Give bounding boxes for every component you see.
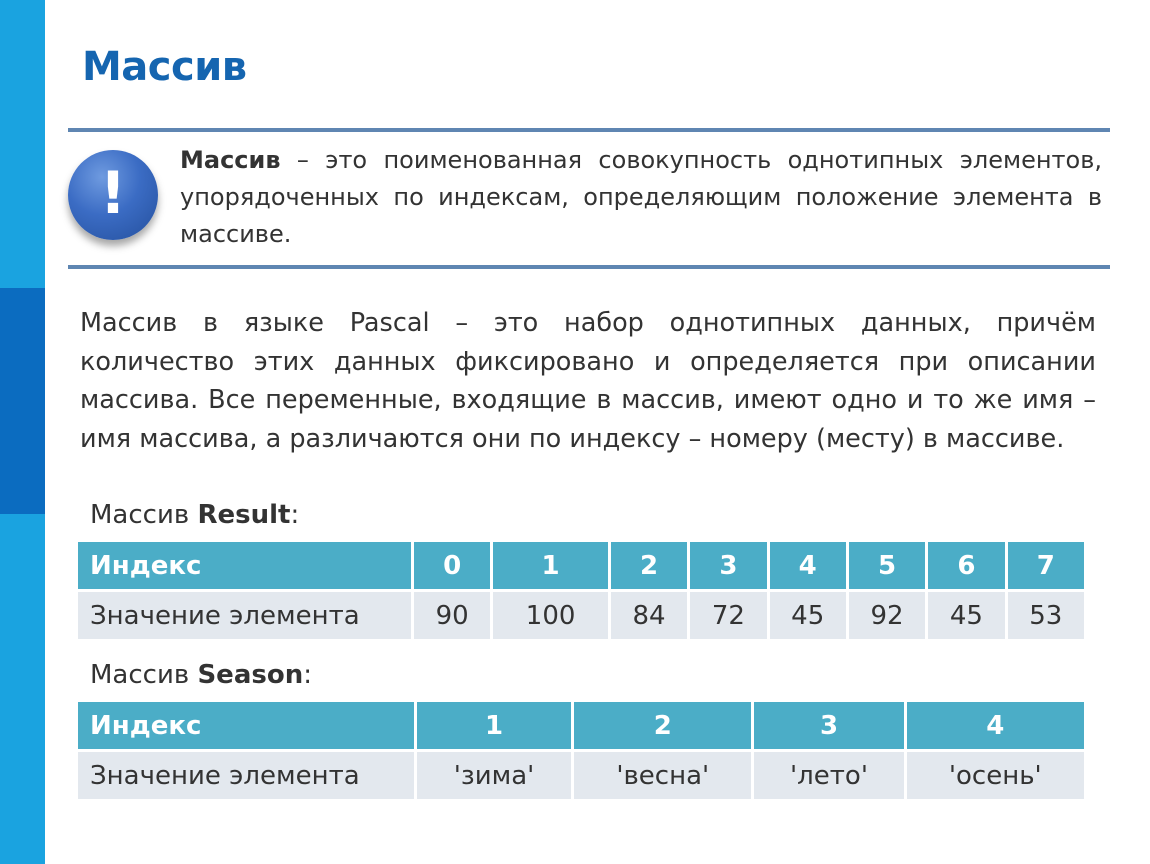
- season-caption: [90, 660, 312, 690]
- result-index-cell: 3: [690, 542, 766, 589]
- definition-block: [180, 142, 1102, 253]
- result-index-cell: 6: [928, 542, 1004, 589]
- season-index-row: [78, 702, 1084, 749]
- result-value-cell: 72: [690, 592, 766, 639]
- result-value-cell: 100: [493, 592, 608, 639]
- body-paragraph: Массив в языке Pascal – это набор однотипных данных, причём количество этих данных фиксировано и определяется при описании массива. Все переменные, входящие в массив, имеют одно и то же имя – имя массива, а различаются они по индексу – номеру (месту) в массиве.: [80, 308, 1096, 454]
- season-caption-prefix: Массив: [90, 660, 198, 690]
- season-index-label: Индекс: [78, 702, 414, 749]
- definition-text: – это поименованная совокупность однотипных элементов, упорядоченных по индексам, определяющим положение элемента в массиве.: [180, 146, 1102, 248]
- season-value-cell: 'осень': [907, 752, 1084, 799]
- season-caption-name: Season: [197, 660, 304, 690]
- result-value-cell: 92: [849, 592, 925, 639]
- result-index-label: Индекс: [78, 542, 411, 589]
- season-index-cell: 1: [417, 702, 571, 749]
- result-index-cell: 1: [493, 542, 608, 589]
- page-title: Массив: [82, 44, 247, 90]
- result-value-row: [78, 592, 1084, 639]
- season-value-label: Значение элемента: [78, 752, 414, 799]
- definition-top-rule: [68, 128, 1110, 132]
- season-value-cell: 'зима': [417, 752, 571, 799]
- season-value-cell: 'весна': [574, 752, 751, 799]
- season-table: [75, 699, 1087, 802]
- side-accent-bar-highlight: [0, 288, 45, 514]
- result-value-cell: 53: [1008, 592, 1084, 639]
- result-caption-suffix: :: [290, 500, 300, 530]
- result-value-cell: 45: [928, 592, 1004, 639]
- season-caption-suffix: :: [303, 660, 312, 690]
- result-index-cell: 4: [770, 542, 846, 589]
- result-index-cell: 7: [1008, 542, 1084, 589]
- season-index-cell: 3: [754, 702, 903, 749]
- exclamation-glyph: !: [99, 159, 127, 227]
- result-caption-prefix: Массив: [90, 500, 198, 530]
- result-index-cell: 2: [611, 542, 687, 589]
- result-value-label: Значение элемента: [78, 592, 411, 639]
- result-value-cell: 90: [414, 592, 490, 639]
- season-value-cell: 'лето': [754, 752, 903, 799]
- definition-bottom-rule: [68, 265, 1110, 269]
- season-index-cell: 4: [907, 702, 1084, 749]
- exclamation-icon: [68, 150, 158, 240]
- season-value-row: [78, 752, 1084, 799]
- result-caption-name: Result: [197, 500, 291, 530]
- result-value-cell: 84: [611, 592, 687, 639]
- definition-term: Массив: [180, 146, 281, 174]
- result-index-cell: 5: [849, 542, 925, 589]
- result-index-row: [78, 542, 1084, 589]
- result-table: [75, 539, 1087, 642]
- result-index-cell: 0: [414, 542, 490, 589]
- result-value-cell: 45: [770, 592, 846, 639]
- result-caption: [90, 500, 299, 530]
- season-index-cell: 2: [574, 702, 751, 749]
